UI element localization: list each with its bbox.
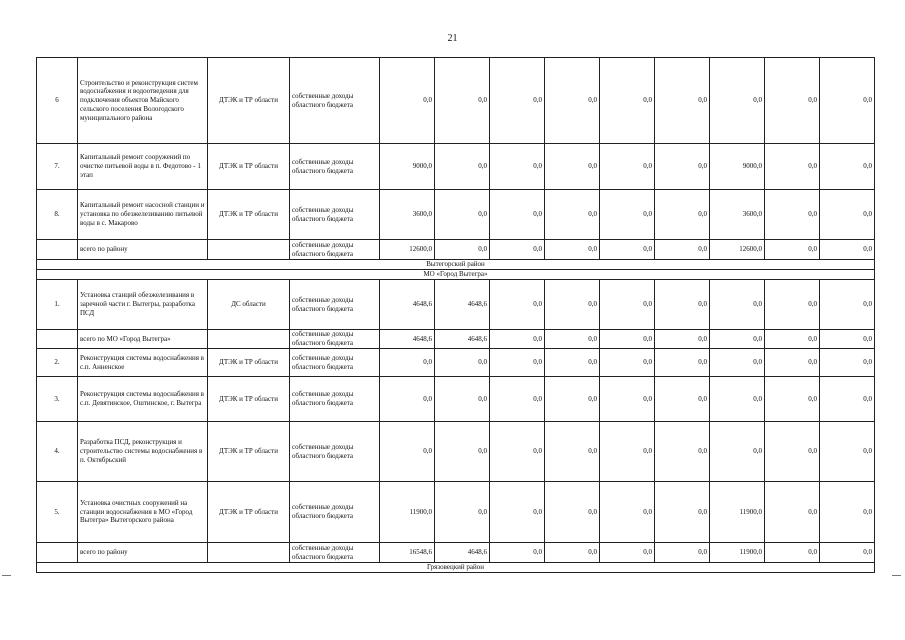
amount-cell: 0,0 (435, 58, 490, 144)
section-title: Вытегорский район (37, 260, 875, 270)
amount-cell: 0,0 (765, 349, 820, 377)
amount-cell: 0,0 (600, 280, 655, 330)
amount-cell: 0,0 (655, 144, 710, 190)
table-row (37, 280, 875, 330)
right-edge-mark (892, 575, 901, 576)
funding-source: собственные доходы областного бюджета (290, 280, 380, 330)
row-number (37, 330, 78, 349)
amount-cell: 0,0 (435, 422, 490, 482)
amount-cell: 0,0 (545, 377, 600, 422)
executor: ДТЭК и ТР области (208, 377, 290, 422)
amount-cell: 0,0 (600, 482, 655, 543)
amount-cell: 0,0 (655, 58, 710, 144)
amount-cell: 4648,6 (380, 330, 435, 349)
amount-cell: 0,0 (380, 349, 435, 377)
executor: ДТЭК и ТР области (208, 190, 290, 240)
measure-name: Строительство и реконструкция систем водоснабжения и водоотведения для подключения объектов Майского сельского поселения Вологодского муниципального района (78, 58, 208, 144)
measure-name: всего по району (78, 240, 208, 260)
amount-cell: 0,0 (490, 330, 545, 349)
row-number (37, 240, 78, 260)
amount-cell: 0,0 (490, 58, 545, 144)
amount-cell: 0,0 (765, 482, 820, 543)
amount-cell: 3600,0 (710, 190, 765, 240)
section-title: Грязовецкий район (37, 563, 875, 573)
amount-cell: 0,0 (600, 543, 655, 563)
amount-cell: 0,0 (545, 543, 600, 563)
executor (208, 330, 290, 349)
table-row (37, 240, 875, 260)
amount-cell: 0,0 (820, 330, 875, 349)
section-header-row (37, 563, 875, 573)
executor: ДС области (208, 280, 290, 330)
amount-cell: 0,0 (820, 240, 875, 260)
amount-cell: 9000,0 (710, 144, 765, 190)
amount-cell: 0,0 (435, 377, 490, 422)
measure-name: всего по району (78, 543, 208, 563)
funding-source: собственные доходы областного бюджета (290, 144, 380, 190)
amount-cell: 4648,6 (435, 280, 490, 330)
page-number: 21 (447, 33, 458, 44)
table-body (37, 58, 875, 573)
amount-cell: 0,0 (765, 240, 820, 260)
amount-cell: 0,0 (765, 144, 820, 190)
amount-cell: 0,0 (820, 543, 875, 563)
amount-cell: 0,0 (655, 377, 710, 422)
table-row (37, 543, 875, 563)
amount-cell: 0,0 (820, 280, 875, 330)
funding-source: собственные доходы областного бюджета (290, 482, 380, 543)
table-row (37, 330, 875, 349)
amount-cell: 0,0 (490, 422, 545, 482)
funding-source: собственные доходы областного бюджета (290, 330, 380, 349)
amount-cell: 11900,0 (710, 543, 765, 563)
amount-cell: 0,0 (600, 144, 655, 190)
executor (208, 543, 290, 563)
amount-cell: 0,0 (600, 190, 655, 240)
funding-source: собственные доходы областного бюджета (290, 190, 380, 240)
amount-cell: 0,0 (710, 349, 765, 377)
section-header-row (37, 260, 875, 270)
amount-cell: 12600,0 (380, 240, 435, 260)
amount-cell: 0,0 (490, 377, 545, 422)
amount-cell: 0,0 (435, 240, 490, 260)
funding-source: собственные доходы областного бюджета (290, 422, 380, 482)
amount-cell: 0,0 (545, 190, 600, 240)
funding-source: собственные доходы областного бюджета (290, 58, 380, 144)
amount-cell: 3600,0 (380, 190, 435, 240)
row-number: 1. (37, 280, 78, 330)
executor: ДТЭК и ТР области (208, 422, 290, 482)
row-number: 6 (37, 58, 78, 144)
amount-cell: 0,0 (490, 349, 545, 377)
funding-source: собственные доходы областного бюджета (290, 349, 380, 377)
amount-cell: 0,0 (545, 349, 600, 377)
measure-name: Реконструкция системы водоснабжения в с.п. Анненское (78, 349, 208, 377)
amount-cell: 4648,6 (435, 330, 490, 349)
amount-cell: 0,0 (655, 422, 710, 482)
amount-cell: 0,0 (655, 482, 710, 543)
amount-cell: 0,0 (600, 422, 655, 482)
row-number: 7. (37, 144, 78, 190)
table-row (37, 377, 875, 422)
executor: ДТЭК и ТР области (208, 482, 290, 543)
amount-cell: 0,0 (820, 58, 875, 144)
amount-cell: 0,0 (765, 280, 820, 330)
amount-cell: 0,0 (545, 240, 600, 260)
amount-cell: 0,0 (545, 482, 600, 543)
measure-name: Капитальный ремонт насосной станции и установка по обезжелезиванию питьевой воды в с. Макарово (78, 190, 208, 240)
amount-cell: 0,0 (765, 330, 820, 349)
section-header-row (37, 270, 875, 280)
row-number: 5. (37, 482, 78, 543)
amount-cell: 0,0 (380, 377, 435, 422)
amount-cell: 0,0 (545, 330, 600, 349)
amount-cell: 4648,6 (380, 280, 435, 330)
row-number: 3. (37, 377, 78, 422)
amount-cell: 0,0 (545, 280, 600, 330)
row-number: 2. (37, 349, 78, 377)
amount-cell: 0,0 (490, 482, 545, 543)
left-edge-mark (2, 575, 11, 576)
amount-cell: 12600,0 (710, 240, 765, 260)
amount-cell: 4648,6 (435, 543, 490, 563)
amount-cell: 0,0 (765, 190, 820, 240)
amount-cell: 0,0 (490, 543, 545, 563)
amount-cell: 0,0 (820, 190, 875, 240)
amount-cell: 0,0 (490, 190, 545, 240)
amount-cell: 0,0 (710, 280, 765, 330)
amount-cell: 0,0 (435, 190, 490, 240)
amount-cell: 0,0 (655, 330, 710, 349)
amount-cell: 0,0 (490, 240, 545, 260)
amount-cell: 0,0 (490, 144, 545, 190)
amount-cell: 0,0 (655, 190, 710, 240)
row-number (37, 543, 78, 563)
amount-cell: 0,0 (435, 482, 490, 543)
amount-cell: 0,0 (600, 377, 655, 422)
amount-cell: 0,0 (820, 349, 875, 377)
amount-cell: 0,0 (380, 58, 435, 144)
amount-cell: 0,0 (765, 58, 820, 144)
amount-cell: 0,0 (545, 422, 600, 482)
amount-cell: 0,0 (820, 422, 875, 482)
amount-cell: 0,0 (655, 240, 710, 260)
amount-cell: 0,0 (545, 58, 600, 144)
executor: ДТЭК и ТР области (208, 58, 290, 144)
amount-cell: 0,0 (490, 280, 545, 330)
budget-table (36, 57, 875, 573)
row-number: 4. (37, 422, 78, 482)
funding-source: собственные доходы областного бюджета (290, 543, 380, 563)
amount-cell: 9000,0 (380, 144, 435, 190)
executor: ДТЭК и ТР области (208, 349, 290, 377)
amount-cell: 0,0 (820, 144, 875, 190)
funding-source: собственные доходы областного бюджета (290, 240, 380, 260)
amount-cell: 11900,0 (710, 482, 765, 543)
section-title: МО «Город Вытегра» (37, 270, 875, 280)
amount-cell: 0,0 (600, 349, 655, 377)
amount-cell: 16548,6 (380, 543, 435, 563)
amount-cell: 0,0 (545, 144, 600, 190)
amount-cell: 0,0 (710, 330, 765, 349)
table-row (37, 58, 875, 144)
table-row (37, 482, 875, 543)
amount-cell: 0,0 (600, 240, 655, 260)
measure-name: Разработка ПСД, реконструкция и строительство системы водоснабжения в п. Октябрьский (78, 422, 208, 482)
amount-cell: 0,0 (765, 377, 820, 422)
measure-name: Установка очистных сооружений на станции водоснабжения в МО «Город Вытегра» Вытегорского района (78, 482, 208, 543)
table-row (37, 190, 875, 240)
amount-cell: 0,0 (655, 543, 710, 563)
measure-name: Капитальный ремонт сооружений по очистке питьевой воды в п. Федотово - 1 этап (78, 144, 208, 190)
amount-cell: 0,0 (600, 58, 655, 144)
amount-cell: 0,0 (820, 482, 875, 543)
amount-cell: 0,0 (380, 422, 435, 482)
amount-cell: 0,0 (765, 422, 820, 482)
table-row (37, 349, 875, 377)
measure-name: всего по МО «Город Вытегра» (78, 330, 208, 349)
amount-cell: 11900,0 (380, 482, 435, 543)
amount-cell: 0,0 (710, 377, 765, 422)
amount-cell: 0,0 (710, 58, 765, 144)
table-row (37, 144, 875, 190)
table-row (37, 422, 875, 482)
row-number: 8. (37, 190, 78, 240)
measure-name: Установка станций обезжелезивания в заречной части г. Вытегры, разработка ПСД (78, 280, 208, 330)
amount-cell: 0,0 (435, 144, 490, 190)
amount-cell: 0,0 (435, 349, 490, 377)
amount-cell: 0,0 (710, 422, 765, 482)
amount-cell: 0,0 (655, 280, 710, 330)
amount-cell: 0,0 (820, 377, 875, 422)
measure-name: Реконструкция системы водоснабжения в с.п. Девятинское, Оштинское, г. Вытегра (78, 377, 208, 422)
executor (208, 240, 290, 260)
funding-source: собственные доходы областного бюджета (290, 377, 380, 422)
amount-cell: 0,0 (765, 543, 820, 563)
amount-cell: 0,0 (655, 349, 710, 377)
executor: ДТЭК и ТР области (208, 144, 290, 190)
amount-cell: 0,0 (600, 330, 655, 349)
